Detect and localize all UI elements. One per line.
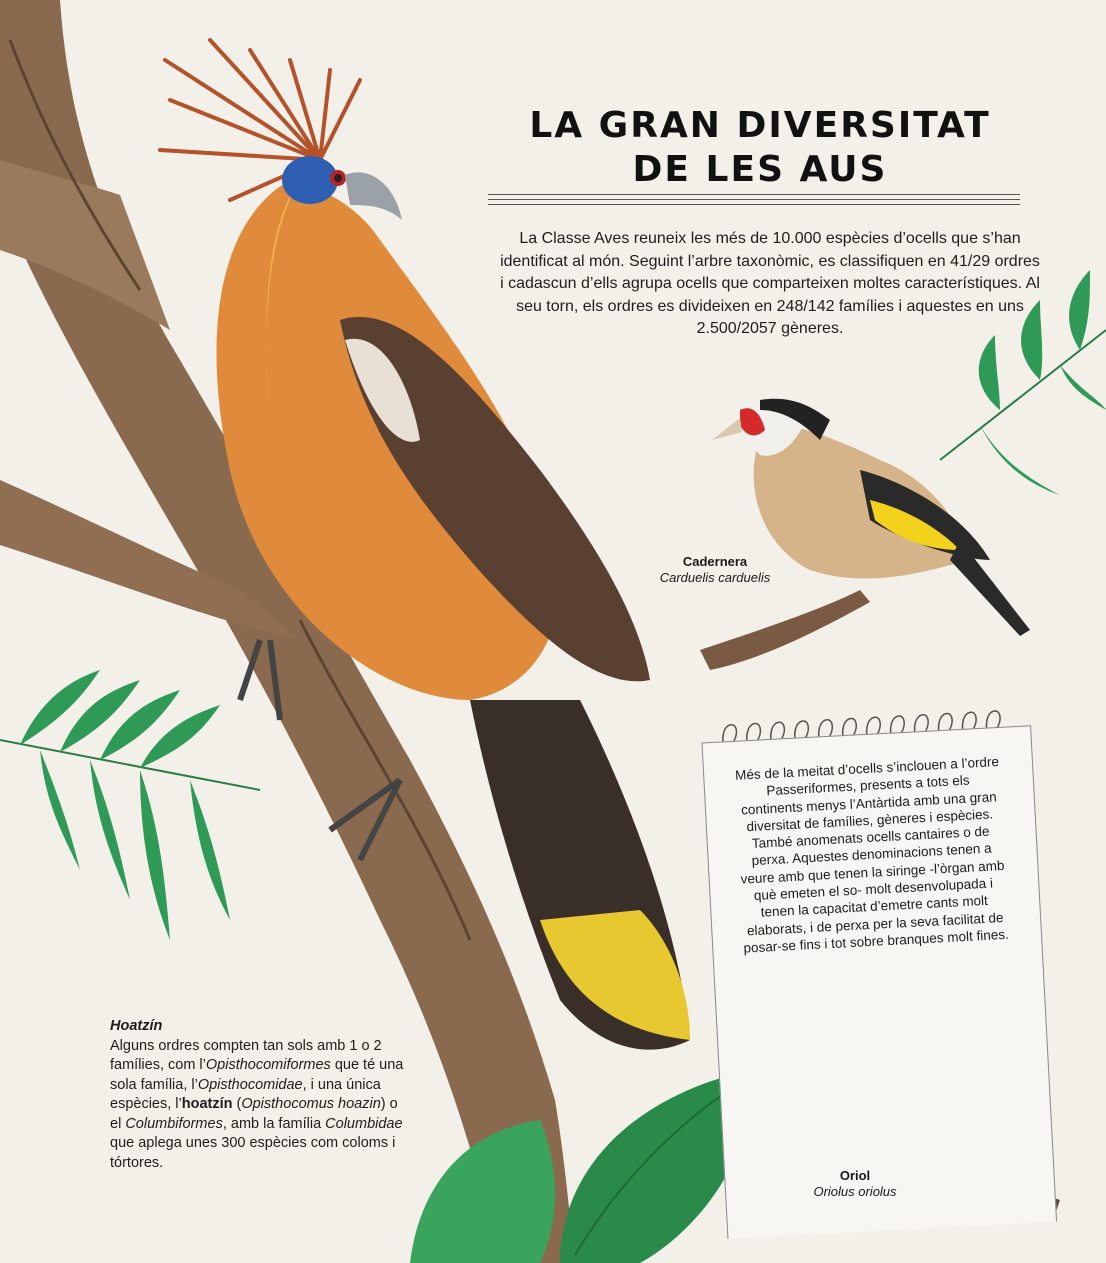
title-divider — [488, 199, 1020, 200]
oriole-latin-name: Oriolus oriolus — [813, 1184, 897, 1199]
goldfinch-bird — [700, 398, 1030, 670]
hoatzin-text: que aplega unes 300 espècies com coloms i tórtores. — [110, 1135, 396, 1171]
hoatzin-text: ) o el — [110, 1096, 398, 1132]
hoatzin-text: Opisthocomiformes — [205, 1057, 331, 1073]
oriole-common-name: Oriol — [839, 1168, 871, 1183]
goldfinch-caption — [640, 554, 790, 586]
title-divider — [488, 194, 1020, 195]
intro-paragraph: La Classe Aves reuneix les més de 10.000 espècies d’ocells que s’han identificat al món. Seguint l’arbre taxonòmic, es classifiquen en 41/29 ordres i cadascun d’ells agrupa ocells que comparteixen moltes característiques. Al seu torn, els ordres es divideixen en 248/142 famílies i aquestes en uns 2.500/2057 gèneres. — [500, 230, 1040, 337]
hoatzin-text: , amb la família — [222, 1115, 326, 1132]
hoatzin-heading: Hoatzín — [110, 1018, 163, 1034]
title-divider — [488, 204, 1020, 205]
hoatzin-text: que té una sola família, l’ — [110, 1057, 404, 1093]
hoatzin-text: Opisthocomidae — [197, 1076, 303, 1093]
palm-leaf-left — [0, 670, 260, 940]
hoatzin-text: Alguns ordres compten tan sols amb 1 o 2 famílies, com l’ — [110, 1037, 382, 1073]
hoatzin-text: Columbiformes — [125, 1115, 223, 1132]
hoatzin-text-block — [110, 1017, 410, 1173]
hoatzin-text: ( — [232, 1096, 242, 1112]
page-title — [500, 104, 1020, 192]
oriole-caption — [780, 1168, 930, 1200]
notepad-card — [700, 701, 1055, 1237]
hoatzin-text: Opisthocomus hoazin — [241, 1096, 381, 1112]
title-line-1: LA GRAN DIVERSITAT — [529, 105, 991, 146]
title-line-2: DE LES AUS — [632, 149, 888, 190]
passeriformes-note: Més de la meitat d’ocells s’inclouen a l’ordre Passeriformes, presents a tots els continents menys l’Antàrtida amb una gran diversitat de famílies, gèneres i espècies. També anomenats ocells cantaires o de perxa. Aquestes denominacions tenen a veure amb que tenen la siringe -l’òrgan amb què emeten el so- molt desenvolupada i tenen la capacitat d’emetre cants molt elaborats, i de perxa per la seva facilitat de posar-se fins i tot sobre branques molt fines. — [734, 754, 1010, 956]
goldfinch-common-name: Cadernera — [682, 554, 748, 569]
hoatzin-text: hoatzín — [181, 1096, 233, 1112]
goldfinch-latin-name: Carduelis carduelis — [659, 570, 771, 585]
hoatzin-text: Columbidae — [325, 1115, 403, 1132]
hoatzin-text: , i una única espècies, l’ — [110, 1076, 381, 1112]
